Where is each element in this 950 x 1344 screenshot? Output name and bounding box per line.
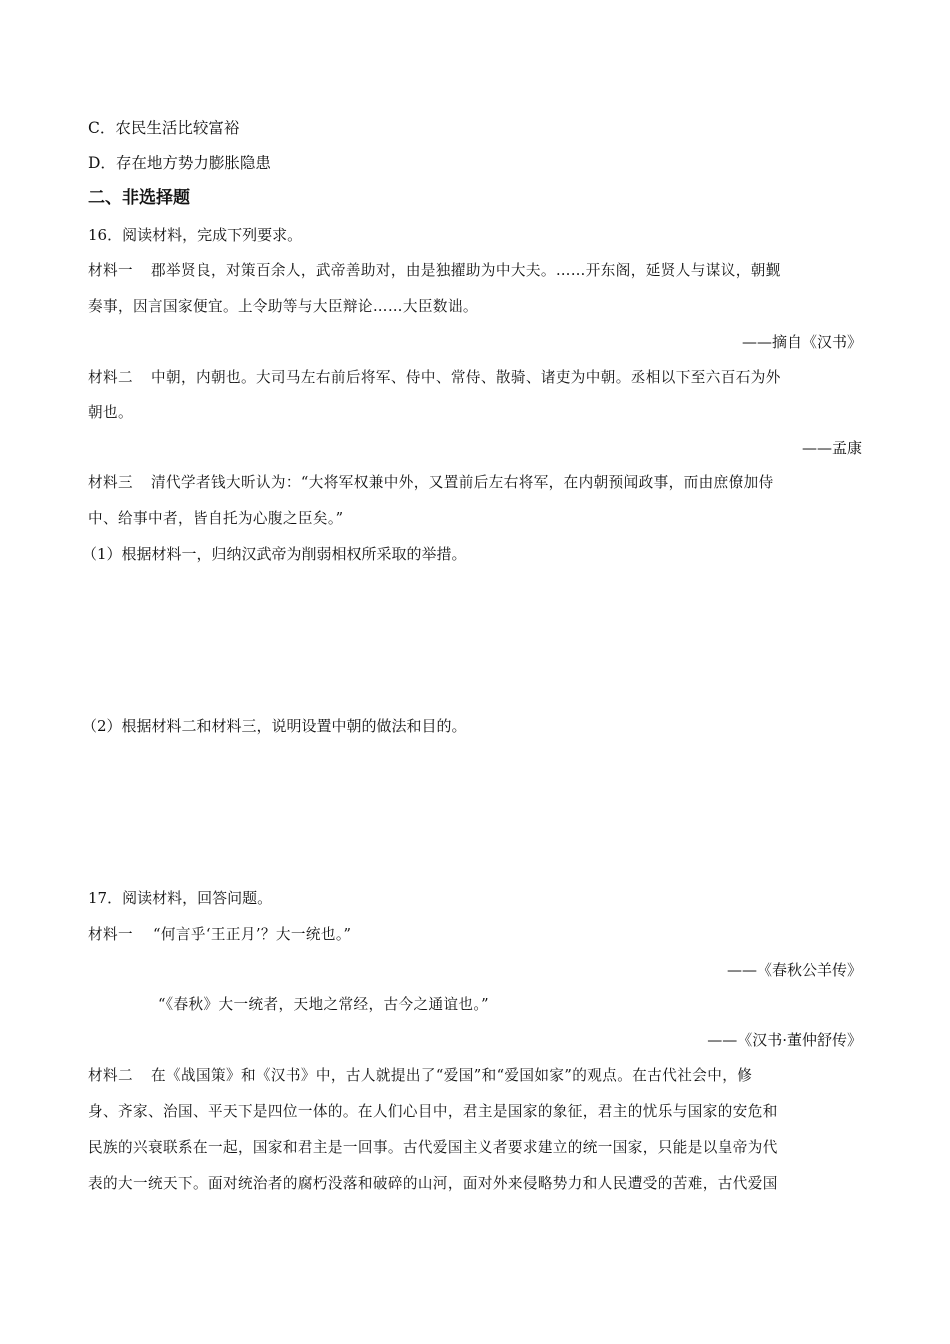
q17-material-2: [88, 1066, 863, 1086]
material-quote: “何言乎‘王正月’？大一统也。”: [152, 926, 352, 943]
q17-material-2-line-3: 民族的兴衰联系在一起，国家和君主是一回事。古代爱国主义者要求建立的统一国家，只能是以皇帝为代: [88, 1139, 778, 1156]
q17-material-1-source-2: ——《汉书·董仲舒传》: [707, 1031, 862, 1049]
option-d: D．存在地方势力膨胀隐患: [88, 154, 271, 172]
q17-material-2-line-4: 表的大一统天下。面对统治者的腐朽没落和破碎的山河，面对外来侵略势力和人民遭受的苦难，古代爱国: [88, 1175, 778, 1192]
q16-material-1: [88, 261, 863, 281]
option-c: C．农民生活比较富裕: [88, 119, 240, 137]
q16-material-2-cont: 朝也。: [88, 404, 133, 421]
question-17-stem: 17．阅读材料，回答问题。: [88, 889, 273, 907]
material-label: 材料一: [88, 262, 133, 279]
q16-material-3-cont: 中、给事中者，皆自托为心腹之臣矣。”: [88, 510, 344, 527]
q17-material-1: [88, 925, 863, 945]
material-text: 中朝，内朝也。大司马左右前后将军、侍中、常侍、散骑、诸吏为中朝。丞相以下至六百石为外: [150, 369, 781, 386]
question-16-stem: 16．阅读材料，完成下列要求。: [88, 226, 303, 244]
q16-material-2-source: ——孟康: [801, 439, 862, 457]
material-label: 材料二: [88, 369, 133, 386]
material-label: 材料一: [88, 926, 133, 943]
material-text: 在《战国策》和《汉书》中，古人就提出了“爱国”和“爱国如家”的观点。在古代社会中，修: [150, 1067, 753, 1084]
q16-subquestion-1: （1）根据材料一，归纳汉武帝为削弱相权所采取的举措。: [82, 545, 467, 563]
material-label: 材料三: [88, 474, 133, 491]
material-label: 材料二: [88, 1067, 133, 1084]
q17-material-1-quote-2: “《春秋》大一统者，天地之常经，古今之通谊也。”: [158, 996, 489, 1013]
q17-material-2-line-2: 身、齐家、治国、平天下是四位一体的。在人们心目中，君主是国家的象征，君主的忧乐与国家的安危和: [88, 1103, 778, 1120]
material-text: 郡举贤良，对策百余人，武帝善助对，由是独擢助为中大夫。……开东阁，延贤人与谋议，朝觐: [150, 262, 781, 279]
q17-material-1-source-1: ——《春秋公羊传》: [726, 961, 862, 979]
q16-material-3: [88, 473, 863, 493]
q16-subquestion-2: （2）根据材料二和材料三，说明设置中朝的做法和目的。: [82, 717, 467, 735]
material-text: 清代学者钱大昕认为：“大将军权兼中外，又置前后左右将军，在内朝预闻政事，而由庶僚加侍: [150, 474, 774, 491]
q16-material-2: [88, 368, 863, 388]
section-heading: 二、非选择题: [88, 188, 190, 208]
q16-material-1-cont: 奏事，因言国家便宜。上令助等与大臣辩论……大臣数诎。: [88, 298, 478, 315]
q16-material-1-source: ——摘自《汉书》: [741, 333, 862, 351]
